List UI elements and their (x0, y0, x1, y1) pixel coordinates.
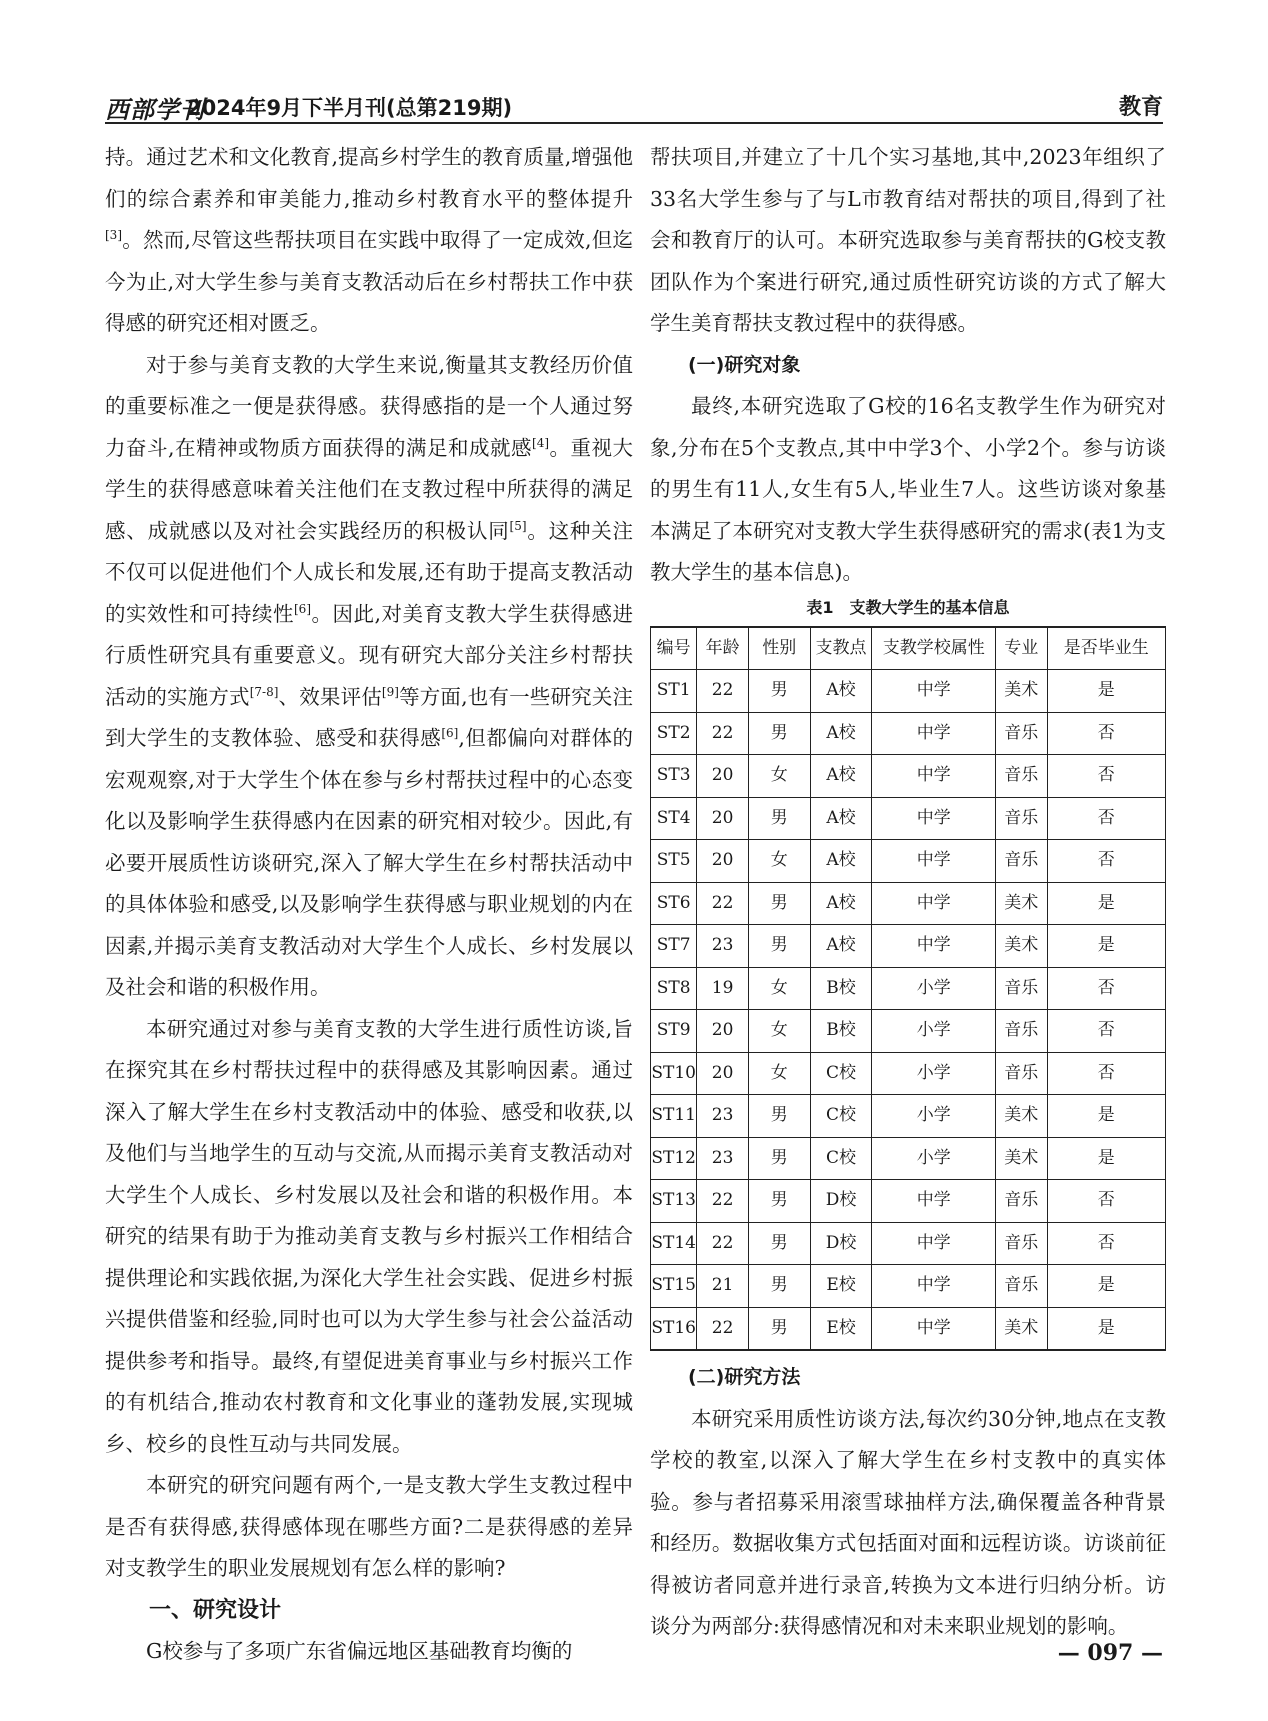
table-cell: 20 (697, 840, 749, 883)
table-cell: ST4 (651, 797, 697, 840)
table-cell: 音乐 (996, 755, 1048, 798)
table-cell: 小学 (872, 1052, 996, 1095)
table-cell: 男 (748, 670, 810, 713)
left-column (105, 137, 633, 1673)
table-cell: 中学 (872, 1307, 996, 1350)
table-cell: 是 (1047, 670, 1165, 713)
table-cell: 女 (748, 1010, 810, 1053)
table-cell: 是 (1047, 1307, 1165, 1350)
table-header-cell: 编号 (651, 627, 697, 670)
table-row (651, 670, 1166, 713)
table-cell: 否 (1047, 840, 1165, 883)
table-row (651, 1095, 1166, 1138)
table-cell: 中学 (872, 670, 996, 713)
table-header-row (651, 627, 1166, 670)
citation: [6] (294, 601, 311, 616)
table-cell: 音乐 (996, 1010, 1048, 1053)
table-cell: 是 (1047, 1095, 1165, 1138)
table-row (651, 882, 1166, 925)
section-name: 教育 (1118, 95, 1163, 120)
table-cell: ST9 (651, 1010, 697, 1053)
table-cell: ST6 (651, 882, 697, 925)
header-rule (105, 122, 1163, 124)
table-cell: 音乐 (996, 967, 1048, 1010)
paragraph: 对于参与美育支教的大学生来说,衡量其支教经历价值的重要标准之一便是获得感。获得感指的是一个人通过努力奋斗,在精神或物质方面获得的满足和成就感[4]。重视大学生的获得感意味着关注他们在支教过程中所获得的满足感、成就感以及对社会实践经历的积极认同[5]。这种关注不仅可以促进他们个人成长和发展,还有助于提高支教活动的实效性和可持续性[6]。因此,对美育支教大学生获得感进行质性研究具有重要意义。现有研究大部分关注乡村帮扶活动的实施方式[7-8]、效果评估[9]等方面,也有一些研究关注到大学生的支教体验、感受和获得感[6],但都偏向对群体的宏观观察,对于大学生个体在参与乡村帮扶过程中的心态变化以及影响学生获得感内在因素的研究相对较少。因此,有必要开展质性访谈研究,深入了解大学生在乡村帮扶活动中的具体体验和感受,以及影响学生获得感与职业规划的内在因素,并揭示美育支教活动对大学生个人成长、乡村发展以及社会和谐的积极作用。 (105, 352, 634, 999)
paragraph: 本研究通过对参与美育支教的大学生进行质性访谈,旨在探究其在乡村帮扶过程中的获得感及其影响因素。通过深入了解大学生在乡村支教活动中的体验、感受和收获,以及他们与当地学生的互动与交流,从而揭示美育支教活动对大学生个人成长、乡村发展以及社会和谐的积极作用。本研究的结果有助于为推动美育支教与乡村振兴工作相结合提供理论和实践依据,为深化大学生社会实践、促进乡村振兴提供借鉴和经验,同时也可以为大学生参与社会公益活动提供参考和指导。最终,有望促进美育事业与乡村振兴工作的有机结合,推动农村教育和文化事业的蓬勃发展,实现城乡、校乡的良性互动与共同发展。 (105, 1016, 633, 1456)
table-cell: 男 (748, 1095, 810, 1138)
table-cell: ST15 (651, 1265, 697, 1308)
table-cell: ST12 (651, 1137, 697, 1180)
table-cell: 男 (748, 712, 810, 755)
paragraph: 持。通过艺术和文化教育,提高乡村学生的教育质量,增强他们的综合素养和审美能力,推动乡村教育水平的整体提升[3]。然而,尽管这些帮扶项目在实践中取得了一定成效,但迄今为止,对大学生参与美育支教活动后在乡村帮扶工作中获得感的研究还相对匮乏。 (105, 145, 633, 335)
table-cell: 男 (748, 1265, 810, 1308)
table-row (651, 797, 1166, 840)
table-header-cell: 年龄 (697, 627, 749, 670)
table-cell: 音乐 (996, 840, 1048, 883)
table-cell: B校 (810, 1010, 872, 1053)
table-cell: 否 (1047, 1052, 1165, 1095)
table-cell: 是 (1047, 1137, 1165, 1180)
table-cell: 是 (1047, 882, 1165, 925)
table-cell: 中学 (872, 712, 996, 755)
table-cell: ST7 (651, 925, 697, 968)
citation: [6] (441, 726, 459, 741)
table-cell: ST8 (651, 967, 697, 1010)
table-header-cell: 专业 (996, 627, 1048, 670)
table-cell: 音乐 (996, 712, 1048, 755)
page-header (105, 88, 1163, 122)
table-cell: ST3 (651, 755, 697, 798)
table-cell: 中学 (872, 882, 996, 925)
table-row (651, 1222, 1166, 1265)
table-row (651, 1180, 1166, 1223)
table-cell: 男 (748, 1137, 810, 1180)
table-cell: 否 (1047, 1222, 1165, 1265)
table-header-cell: 是否毕业生 (1047, 627, 1165, 670)
table-cell: D校 (810, 1222, 872, 1265)
table-cell: 音乐 (996, 1180, 1048, 1223)
table-cell: ST5 (651, 840, 697, 883)
table-cell: ST14 (651, 1222, 697, 1265)
table-cell: A校 (810, 925, 872, 968)
paragraph: 最终,本研究选取了G校的16名支教学生作为研究对象,分布在5个支教点,其中中学3个、小学2个。参与访谈的男生有11人,女生有5人,毕业生7人。这些访谈对象基本满足了本研究对支教大学生获得感研究的需求(表1为支教大学生的基本信息)。 (650, 394, 1166, 584)
table-cell: 女 (748, 967, 810, 1010)
table-cell: 美术 (996, 1137, 1048, 1180)
table-cell: 美术 (996, 925, 1048, 968)
table-row (651, 925, 1166, 968)
table-row (651, 755, 1166, 798)
table-cell: 小学 (872, 967, 996, 1010)
table-cell: 21 (697, 1265, 749, 1308)
table-cell: 小学 (872, 1095, 996, 1138)
citation: [4] (532, 435, 550, 450)
table-row (651, 1265, 1166, 1308)
table-row (651, 1137, 1166, 1180)
issue-info: 2024年9月下半月刊(总第219期) (187, 96, 513, 120)
paragraph: G校参与了多项广东省偏远地区基础教育均衡的 (146, 1639, 573, 1663)
table-cell: 男 (748, 882, 810, 925)
table-caption: 表1 支教大学生的基本信息 (806, 597, 1010, 617)
table-cell: 中学 (872, 797, 996, 840)
student-info-table (650, 626, 1166, 1352)
table-cell: C校 (810, 1095, 872, 1138)
table-header-cell: 支教点 (810, 627, 872, 670)
table-cell: 否 (1047, 1010, 1165, 1053)
right-column (650, 137, 1166, 1648)
table-cell: 是 (1047, 925, 1165, 968)
table-cell: 音乐 (996, 1052, 1048, 1095)
table-cell: 20 (697, 755, 749, 798)
table-cell: E校 (810, 1307, 872, 1350)
table-header-cell: 支教学校属性 (872, 627, 996, 670)
table-cell: A校 (810, 712, 872, 755)
table-cell: 音乐 (996, 1265, 1048, 1308)
table-cell: 22 (697, 712, 749, 755)
table-cell: 美术 (996, 882, 1048, 925)
table-cell: 22 (697, 1307, 749, 1350)
table-cell: ST2 (651, 712, 697, 755)
table-cell: A校 (810, 840, 872, 883)
table-cell: 19 (697, 967, 749, 1010)
table-cell: 女 (748, 755, 810, 798)
table-cell: A校 (810, 797, 872, 840)
table-cell: 男 (748, 1307, 810, 1350)
table-cell: 美术 (996, 1095, 1048, 1138)
table-cell: B校 (810, 967, 872, 1010)
table-cell: 22 (697, 670, 749, 713)
table-cell: 男 (748, 797, 810, 840)
table-row (651, 1307, 1166, 1350)
journal-logo: 西部学刊 (105, 95, 205, 124)
table-cell: C校 (810, 1052, 872, 1095)
table-cell: ST11 (651, 1095, 697, 1138)
table-cell: 否 (1047, 712, 1165, 755)
table-row (651, 1052, 1166, 1095)
table-cell: 23 (697, 1137, 749, 1180)
table-cell: 女 (748, 840, 810, 883)
table-cell: 中学 (872, 1265, 996, 1308)
table-cell: 中学 (872, 840, 996, 883)
table-cell: D校 (810, 1180, 872, 1223)
table-cell: A校 (810, 670, 872, 713)
table-cell: E校 (810, 1265, 872, 1308)
citation: [3] (105, 228, 122, 243)
table-cell: 否 (1047, 797, 1165, 840)
page-number: — 097 — (1057, 1640, 1163, 1666)
table-cell: 美术 (996, 1307, 1048, 1350)
table-cell: ST10 (651, 1052, 697, 1095)
table-cell: 男 (748, 925, 810, 968)
table-cell: 22 (697, 1180, 749, 1223)
table-cell: 小学 (872, 1010, 996, 1053)
table-row (651, 712, 1166, 755)
table-cell: 中学 (872, 925, 996, 968)
table-row (651, 1010, 1166, 1053)
table-cell: ST16 (651, 1307, 697, 1350)
table-cell: 20 (697, 797, 749, 840)
table-cell: 音乐 (996, 797, 1048, 840)
citation: [5] (509, 518, 527, 533)
table-cell: 美术 (996, 670, 1048, 713)
table-cell: 23 (697, 925, 749, 968)
table-row (651, 967, 1166, 1010)
subsection-heading: (一)研究对象 (688, 353, 801, 376)
paragraph: 本研究采用质性访谈方法,每次约30分钟,地点在支教学校的教室,以深入了解大学生在乡村支教中的真实体验。参与者招募采用滚雪球抽样方法,确保覆盖各种背景和经历。数据收集方式包括面对面和远程访谈。访谈前征得被访者同意并进行录音,转换为文本进行归纳分析。访谈分为两部分:获得感情况和对未来职业规划的影响。 (650, 1406, 1166, 1638)
table-cell: 男 (748, 1222, 810, 1265)
table-cell: 20 (697, 1052, 749, 1095)
table-header-cell: 性别 (748, 627, 810, 670)
section-heading: 一、研究设计 (149, 1597, 282, 1623)
paragraph: 本研究的研究问题有两个,一是支教大学生支教过程中是否有获得感,获得感体现在哪些方面?二是获得感的差异对支教学生的职业发展规划有怎么样的影响? (105, 1473, 633, 1580)
table-cell: A校 (810, 755, 872, 798)
table-cell: 女 (748, 1052, 810, 1095)
citation: [7-8] (249, 684, 279, 699)
table-cell: 否 (1047, 1180, 1165, 1223)
table-cell: 是 (1047, 1265, 1165, 1308)
citation: [9] (381, 684, 399, 699)
table-cell: 中学 (872, 1222, 996, 1265)
table-row (651, 840, 1166, 883)
table-cell: 23 (697, 1095, 749, 1138)
table-cell: 否 (1047, 755, 1165, 798)
table-cell: 20 (697, 1010, 749, 1053)
table-cell: C校 (810, 1137, 872, 1180)
table-cell: 22 (697, 1222, 749, 1265)
subsection-heading: (二)研究方法 (688, 1366, 801, 1388)
paragraph: 帮扶项目,并建立了十几个实习基地,其中,2023年组织了33名大学生参与了与L市教育结对帮扶的项目,得到了社会和教育厅的认可。本研究选取参与美育帮扶的G校支教团队作为个案进行研究,通过质性研究访谈的方式了解大学生美育帮扶支教过程中的获得感。 (650, 145, 1166, 335)
table-cell: A校 (810, 882, 872, 925)
table-cell: ST13 (651, 1180, 697, 1223)
table-cell: ST1 (651, 670, 697, 713)
table-cell: 22 (697, 882, 749, 925)
table-cell: 否 (1047, 967, 1165, 1010)
table-cell: 音乐 (996, 1222, 1048, 1265)
table-cell: 中学 (872, 755, 996, 798)
table-cell: 中学 (872, 1180, 996, 1223)
table-cell: 男 (748, 1180, 810, 1223)
table-cell: 小学 (872, 1137, 996, 1180)
